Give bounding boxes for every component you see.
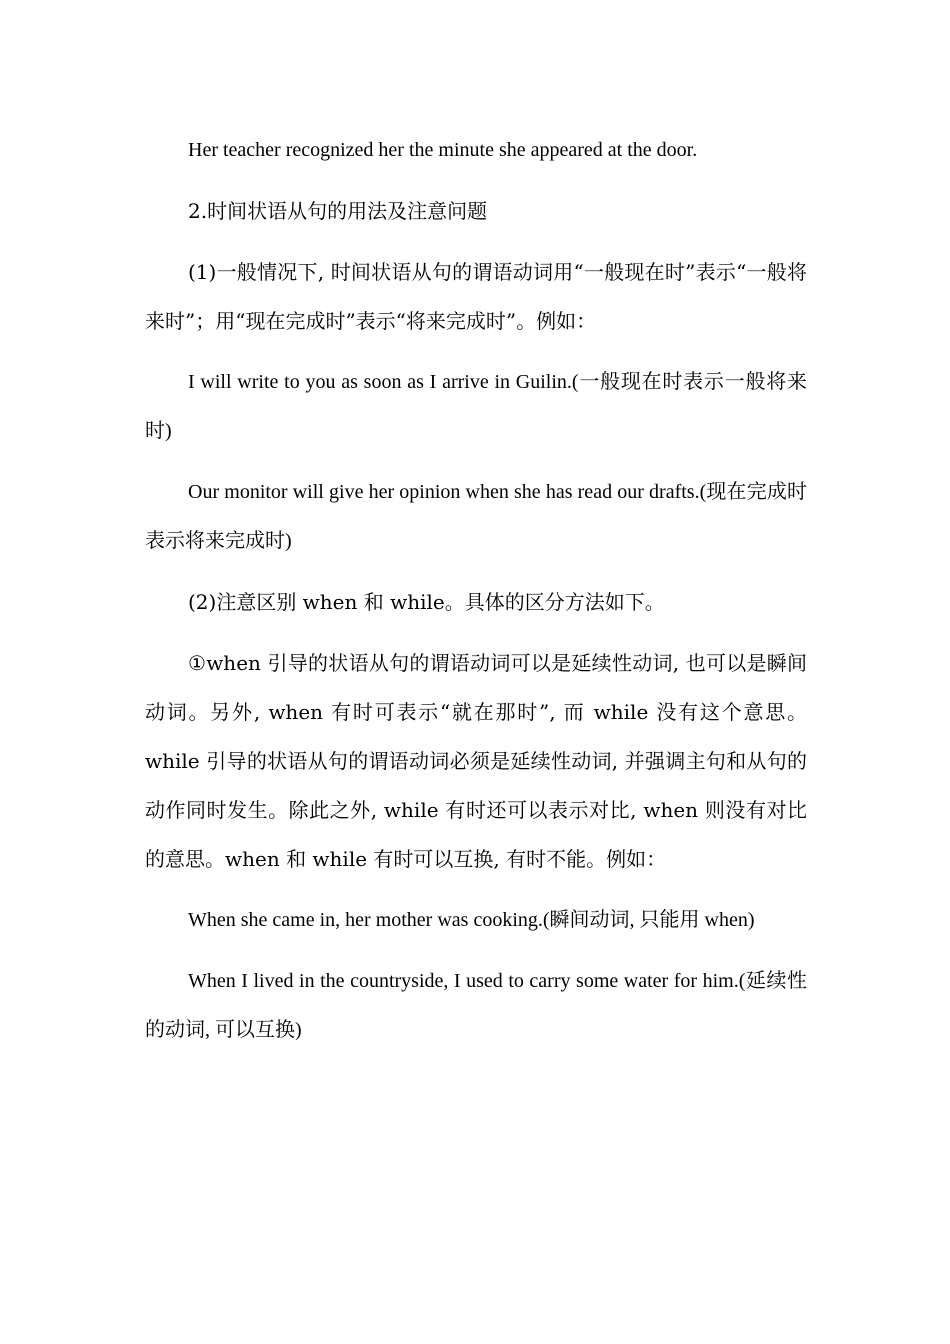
paragraph-example-monitor: Our monitor will give her opinion when she has read our drafts.(现在完成时表示将来完成时)	[145, 481, 807, 552]
paragraph-example-recognized: Her teacher recognized her the minute she appeared at the door.	[188, 139, 698, 161]
paragraph-rule-2: (2)注意区别 when 和 while。具体的区分方法如下。	[188, 590, 665, 614]
paragraph-section-heading: 2.时间状语从句的用法及注意问题	[188, 199, 488, 223]
paragraph-rule-1: (1)一般情况下, 时间状语从句的谓语动词用“一般现在时”表示“一般将来时”；用“现在完成时”表示“将来完成时”。例如：	[145, 260, 807, 333]
document-body	[145, 126, 807, 1067]
paragraph-example-cooking: When she came in, her mother was cooking.(瞬间动词, 只能用 when)	[188, 909, 755, 931]
paragraph-when-while-explanation: ①when 引导的状语从句的谓语动词可以是延续性动词, 也可以是瞬间动词。另外, when 有时可表示“就在那时”, 而 while 没有这个意思。while 引导的状语从句的谓语动词必须是延续性动词, 并强调主句和从句的动作同时发生。除此之外, while 有时还可以表示对比, when 则没有对比的意思。when 和 while 有时可以互换, 有时不能。例如：	[145, 651, 807, 871]
paragraph-example-countryside: When I lived in the countryside, I used to carry some water for him.(延续性的动词, 可以互换)	[145, 970, 807, 1041]
paragraph-example-guilin: I will write to you as soon as I arrive in Guilin.(一般现在时表示一般将来时)	[145, 371, 807, 442]
